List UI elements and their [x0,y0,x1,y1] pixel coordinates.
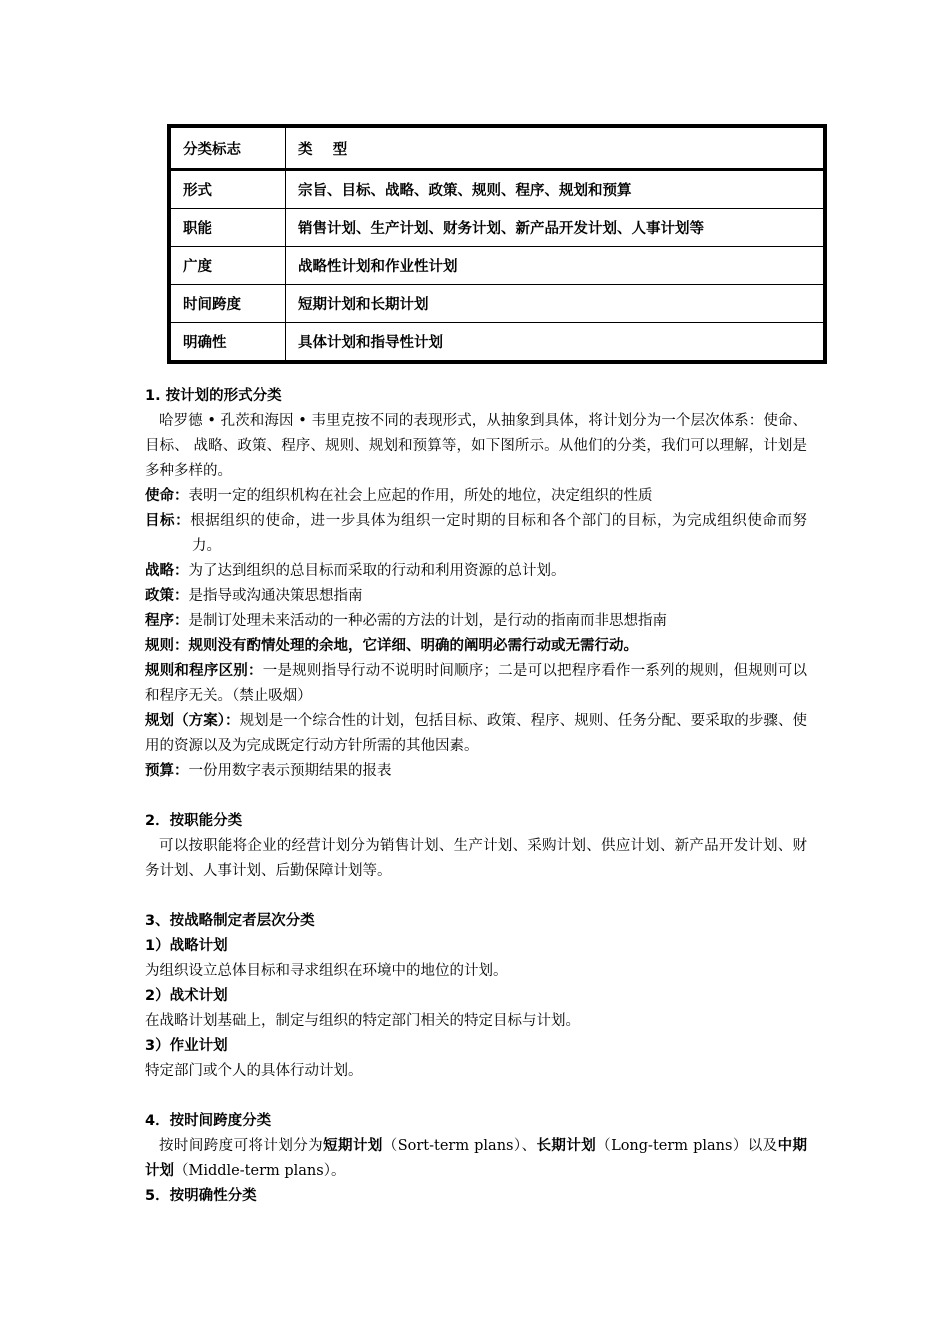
definition-goal [145,509,807,559]
text-run: （Long-term plans）以及 [596,1138,778,1154]
section-4-text [145,1134,807,1184]
section-1-intro: 哈罗德 • 孔茨和海因 • 韦里克按不同的表现形式，从抽象到具体，将计划分为一个层次体系：使命、目标、 战略、政策、程序、规则、规划和预算等，如下图所示。从他们的分类，我们可以理解，计划是多种多样的。 [145,413,807,479]
table-cell-key: 形式 [169,170,286,209]
section-1-heading: 1. 按计划的形式分类 [145,388,282,404]
subsection-title: 3）作业计划 [145,1038,228,1054]
section-4-heading: 4．按时间跨度分类 [145,1113,272,1129]
spacer [145,1084,807,1109]
definition-term: 目标： [145,513,191,529]
text-run: （Sort-term plans）、 [382,1138,537,1154]
table-row [169,247,825,285]
subsection-text: 在战略计划基础上，制定与组织的特定部门相关的特定目标与计划。 [145,1013,580,1029]
term-short: 短期计划 [323,1138,383,1154]
definition-term: 预算： [145,763,189,779]
text-run: （Middle-term plans）。 [174,1163,346,1179]
subsection-title: 2）战术计划 [145,988,228,1004]
definition-text: 表明一定的组织机构在社会上应起的作用，所处的地位，决定组织的性质 [188,488,653,504]
table-cell-value: 战略性计划和作业性计划 [286,247,826,285]
definition-term: 规划（方案）： [145,713,240,729]
table-header-row [169,126,825,170]
classification-table [167,124,827,364]
definition-text: 一是规则指导行动不说明时间顺序；二是可以把程序看作一系列的规则，但规则可以和程序无关。（禁止吸烟） [145,663,808,704]
term-middle: 中期计划 [145,1138,808,1179]
definition-procedure [145,609,807,634]
table-cell-value: 宗旨、目标、战略、政策、规则、程序、规划和预算 [286,170,826,209]
subsection-text: 特定部门或个人的具体行动计划。 [145,1063,363,1079]
table-row [169,285,825,323]
definition-text: 规则没有酌情处理的余地，它详细、明确的阐明必需行动或无需行动。 [188,638,638,654]
definition-text: 为了达到组织的总目标而采取的行动和利用资源的总计划。 [188,563,566,579]
term-long: 长期计划 [536,1138,597,1154]
spacer [145,884,807,909]
definition-mission [145,484,807,509]
definition-difference [145,659,807,709]
table-cell-key: 时间跨度 [169,285,286,323]
definition-term: 战略： [145,563,189,579]
subsection-text: 为组织设立总体目标和寻求组织在环境中的地位的计划。 [145,963,508,979]
subsection-title: 1）战略计划 [145,938,228,954]
definition-term: 使命： [145,488,189,504]
spacer [145,784,807,809]
definition-policy [145,584,807,609]
table-cell-value: 销售计划、生产计划、财务计划、新产品开发计划、人事计划等 [286,209,826,247]
section-2-heading: 2．按职能分类 [145,813,243,829]
definition-strategy [145,559,807,584]
table-row [169,170,825,209]
table-header-value: 类 型 [286,126,826,170]
table-cell-key: 明确性 [169,323,286,363]
definition-program [145,709,807,759]
table-cell-value: 具体计划和指导性计划 [286,323,826,363]
definition-text: 规划是一个综合性的计划，包括目标、政策、程序、规则、任务分配、要采取的步骤、使用的资源以及为完成既定行动方针所需的其他因素。 [145,713,808,754]
definition-term: 规则和程序区别： [145,663,263,679]
section-3-heading: 3、按战略制定者层次分类 [145,913,315,929]
table-cell-value: 短期计划和长期计划 [286,285,826,323]
section-2-text: 可以按职能将企业的经营计划分为销售计划、生产计划、采购计划、供应计划、新产品开发计划、财务计划、人事计划、后勤保障计划等。 [145,838,807,879]
table-cell-key: 广度 [169,247,286,285]
definition-text: 是指导或沟通决策思想指南 [188,588,363,604]
definition-text: 根据组织的使命，进一步具体为组织一定时期的目标和各个部门的目标，为完成组织使命而努力。 [190,513,808,554]
table-header-key: 分类标志 [169,126,286,170]
document-body [145,384,807,1209]
table-cell-key: 职能 [169,209,286,247]
definition-budget [145,759,807,784]
definition-rule [145,634,807,659]
definition-text: 一份用数字表示预期结果的报表 [188,763,392,779]
definition-term: 政策： [145,588,189,604]
table-row [169,209,825,247]
table-row [169,323,825,363]
text-run: 按时间跨度可将计划分为 [159,1138,324,1154]
definition-term: 程序： [145,613,189,629]
definition-term: 规则： [145,638,189,654]
definition-text: 是制订处理未来活动的一种必需的方法的计划，是行动的指南而非思想指南 [188,613,667,629]
section-5-heading: 5．按明确性分类 [145,1188,257,1204]
